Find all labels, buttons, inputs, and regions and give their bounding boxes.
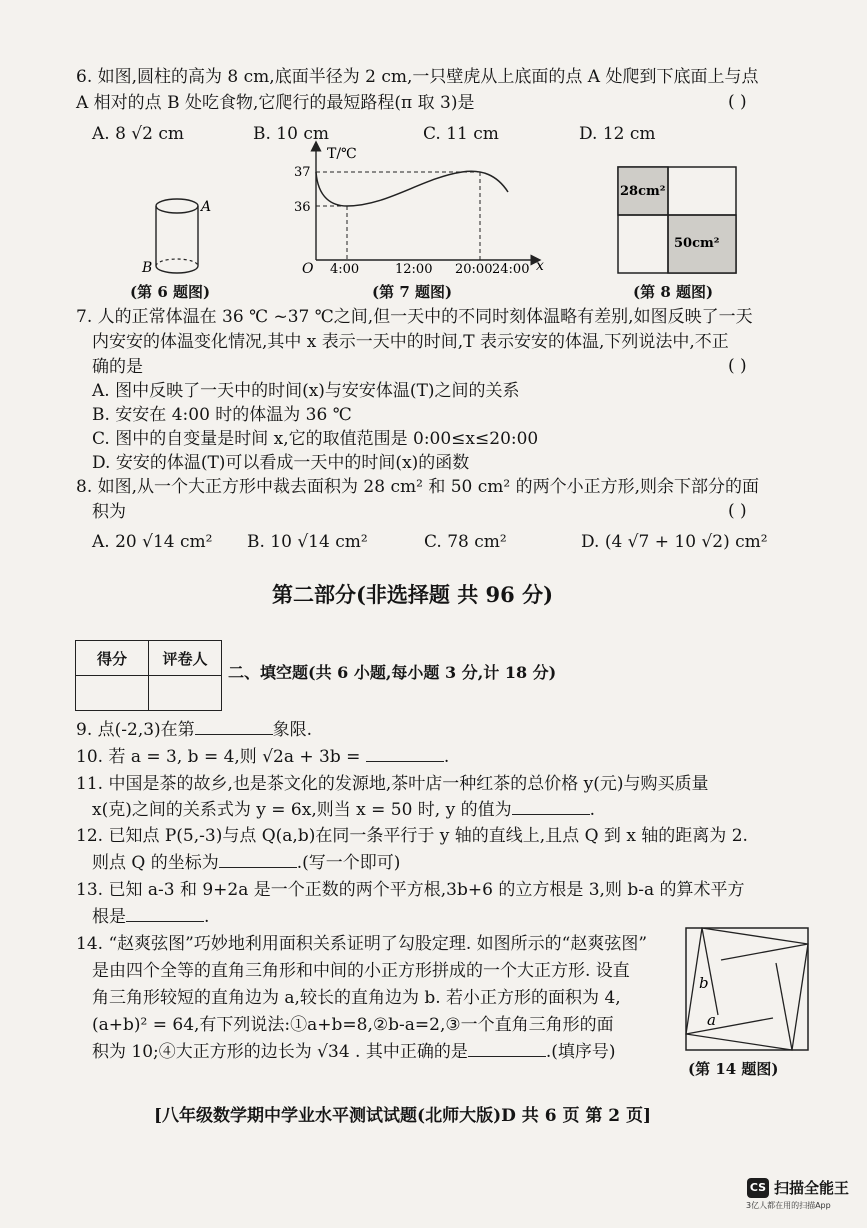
cylinder-figure: [130, 190, 230, 290]
label-28cm2: 28cm²: [620, 184, 666, 199]
q6-option-b: B. 10 cm: [253, 124, 329, 144]
q12-text: 则点 Q 的坐标为: [92, 853, 219, 873]
q12-line2: [92, 852, 400, 874]
q14-figure-caption: (第 14 题图): [688, 1060, 779, 1078]
scanner-brand: 扫描全能王: [774, 1179, 850, 1197]
x-tick-12: 12:00: [395, 262, 433, 277]
x-tick-4: 4:00: [330, 262, 360, 277]
q6-option-d: D. 12 cm: [579, 124, 656, 144]
q6-line2: A 相对的点 B 处吃食物,它爬行的最短路程(π 取 3)是: [76, 93, 475, 113]
temperature-graph: [292, 140, 552, 280]
label-50cm2: 50cm²: [674, 236, 720, 251]
q11-text-after: .: [589, 800, 596, 820]
part2-title: 第二部分(非选择题 共 96 分): [272, 582, 554, 607]
y-tick-37: 37: [294, 165, 311, 180]
q7-line2: 内安安的体温变化情况,其中 x 表示一天中的时间,T 表示安安的体温,下列说法中,不正: [92, 332, 729, 352]
q11-blank: [512, 800, 590, 815]
y-axis-label: T/℃: [327, 146, 357, 162]
q7-option-c: C. 图中的自变量是时间 x,它的取值范围是 0:00≤x≤20:00: [92, 429, 539, 449]
q13-blank: [126, 907, 204, 922]
q6-answer-paren: ( ): [728, 92, 747, 112]
x-tick-20: 20:00: [455, 262, 493, 277]
q7-answer-paren: ( ): [728, 356, 747, 376]
temperature-curve: [316, 171, 508, 206]
page-footer: [八年级数学期中学业水平测试试题(北师大版)D 共 6 页 第 2 页]: [154, 1106, 652, 1126]
grader-header: 评卷人: [149, 641, 222, 676]
q12-blank: [219, 853, 297, 868]
q12-line1: 12. 已知点 P(5,-3)与点 Q(a,b)在同一条平行于 y 轴的直线上,且点 Q 到 x 轴的距离为 2.: [76, 826, 748, 846]
q8-line1: 8. 如图,从一个大正方形中裁去面积为 28 cm² 和 50 cm² 的两个小正方形,则余下部分的面: [76, 477, 760, 497]
score-header: 得分: [76, 641, 149, 676]
q8-option-d: D. (4 √7 + 10 √2) cm²: [581, 532, 768, 552]
q6-option-a: A. 8 √2 cm: [92, 124, 184, 144]
score-table: [75, 640, 222, 711]
q9: [76, 719, 312, 741]
x-tick-24: 24:00: [492, 262, 530, 277]
q10-text: 10. 若 a = 3, b = 4,则 √2a + 3b =: [76, 747, 361, 767]
q14-blank: [468, 1042, 546, 1057]
section-title: 二、填空题(共 6 小题,每小题 3 分,计 18 分): [228, 663, 557, 682]
q14-text-after: .(填序号): [545, 1042, 616, 1062]
cylinder-point-b: B: [142, 260, 153, 276]
q7-line1: 7. 人的正常体温在 36 ℃ ~37 ℃之间,但一天中的不同时刻体温略有差别,如图反映了一天: [76, 307, 753, 327]
q13-text: 根是: [92, 907, 126, 927]
q10: [76, 746, 449, 768]
scanner-tagline: 3亿人都在用的扫描App: [746, 1201, 831, 1210]
q8-option-c: C. 78 cm²: [424, 532, 507, 552]
q14-text: 积为 10;④大正方形的边长为 √34 . 其中正确的是: [92, 1042, 468, 1062]
q11-line2: [92, 799, 595, 821]
q14-line3: 角三角形较短的直角边为 a,较长的直角边为 b. 若小正方形的面积为 4,: [92, 988, 621, 1008]
squares-figure: [616, 165, 740, 277]
q7-option-a: A. 图中反映了一天中的时间(x)与安安体温(T)之间的关系: [92, 381, 520, 401]
q8-option-b: B. 10 √14 cm²: [247, 532, 368, 552]
q10-blank: [366, 747, 444, 762]
label-a: a: [707, 1011, 716, 1029]
y-tick-36: 36: [294, 200, 311, 215]
q11-line1: 11. 中国是茶的故乡,也是茶文化的发源地,茶叶店一种红茶的总价格 y(元)与购买质量: [76, 774, 709, 794]
x-axis-label: x: [536, 258, 544, 274]
cylinder-point-a: A: [201, 199, 212, 215]
grader-cell: [149, 676, 222, 711]
q8-figure-caption: (第 8 题图): [633, 283, 714, 301]
q6-line1: 6. 如图,圆柱的高为 8 cm,底面半径为 2 cm,一只壁虎从上底面的点 A 处爬到下底面上与点: [76, 67, 759, 87]
q9-blank: [195, 720, 273, 735]
q9-text: 9. 点(-2,3)在第: [76, 720, 195, 740]
q10-text-after: .: [443, 747, 450, 767]
q14-line2: 是由四个全等的直角三角形和中间的小正方形拼成的一个大正方形. 设直: [92, 961, 630, 981]
q7-option-d: D. 安安的体温(T)可以看成一天中的时间(x)的函数: [92, 453, 470, 473]
q14-line5: [92, 1041, 616, 1063]
q7-figure-caption: (第 7 题图): [372, 283, 453, 301]
q8-option-a: A. 20 √14 cm²: [92, 532, 213, 552]
q12-text-after: .(写一个即可): [296, 853, 401, 873]
q13-line2: [92, 906, 209, 928]
score-cell: [76, 676, 149, 711]
q8-answer-paren: ( ): [728, 501, 747, 521]
q7-option-b: B. 安安在 4:00 时的体温为 36 ℃: [92, 405, 352, 425]
q8-line2: 积为: [92, 502, 126, 522]
label-b: b: [699, 974, 709, 992]
zhao-shuang-diagram: [683, 925, 813, 1055]
q14-line1: 14. “赵爽弦图”巧妙地利用面积关系证明了勾股定理. 如图所示的“赵爽弦图”: [76, 934, 648, 954]
q6-option-c: C. 11 cm: [423, 124, 499, 144]
q13-line1: 13. 已知 a-3 和 9+2a 是一个正数的两个平方根,3b+6 的立方根是 3,则 b-a 的算术平方: [76, 880, 745, 900]
q14-line4: (a+b)² = 64,有下列说法:①a+b=8,②b-a=2,③一个直角三角形的面: [92, 1015, 614, 1035]
scanner-logo: CS: [747, 1178, 769, 1198]
q13-text-after: .: [204, 907, 210, 927]
q11-text: x(克)之间的关系式为 y = 6x,则当 x = 50 时, y 的值为: [92, 800, 512, 820]
origin-label: O: [302, 261, 314, 277]
q9-text-after: 象限.: [272, 720, 313, 740]
q7-line3: 确的是: [92, 357, 143, 377]
q6-figure-caption: (第 6 题图): [130, 283, 211, 301]
